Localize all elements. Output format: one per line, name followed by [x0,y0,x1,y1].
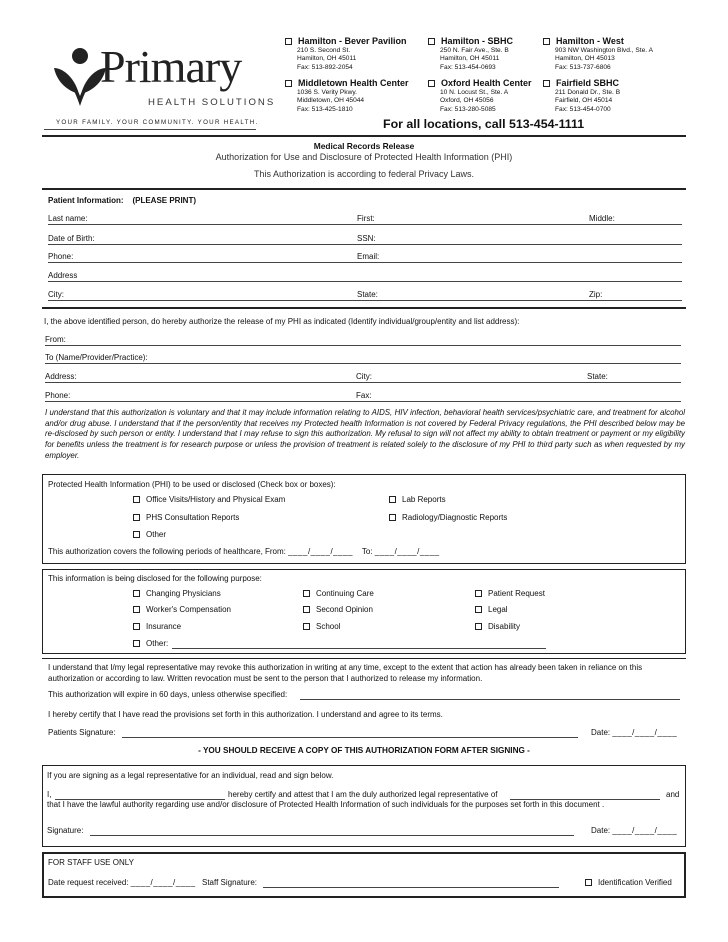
page-subtitle-2: This Authorization is according to federal Privacy Laws. [253,169,475,179]
legal-and: and [666,790,680,799]
legal-intro: If you are signing as a legal representative for an individual, read and sign below. [47,771,334,780]
purpose-disability[interactable]: Disability [475,622,520,632]
release-state-label: State: [587,372,608,381]
phi-option-office-visits[interactable]: Office Visits/History and Physical Exam [133,495,285,505]
legal-represented-field[interactable] [510,790,660,800]
legal-rep-name-field[interactable] [55,790,225,800]
legal-certify-text: hereby certify and attest that I am the duly authorized legal representative of [228,790,498,799]
phi-option-lab-reports[interactable]: Lab Reports [389,495,446,505]
purpose-patient-request[interactable]: Patient Request [475,589,545,599]
page-subtitle: Authorization for Use and Disclosure of Protected Health Information (PHI) [215,152,513,162]
location-fairfield: Fairfield SBHC 211 Donald Dr., Ste. B Fairfield, OH 45014 Fax: 513-454-0700 [543,78,693,114]
period-from-field[interactable]: ____/____/____ [288,547,353,556]
zip-label: Zip: [589,290,603,299]
call-line: For all locations, call 513-454-1111 [383,117,585,131]
release-phone-label: Phone: [45,391,71,400]
release-fax-label: Fax: [356,391,372,400]
purpose-legal[interactable]: Legal [475,605,508,615]
purpose-intro: This information is being disclosed for the following purpose: [48,574,262,583]
checkbox[interactable] [133,531,140,538]
last-name-label: Last name: [48,214,88,223]
period-to-field[interactable]: ____/____/____ [374,547,440,556]
first-name-label: First: [357,214,375,223]
release-city-label: City: [356,372,372,381]
checkbox[interactable] [475,590,482,597]
location-hamilton-west: Hamilton - West 903 NW Washington Blvd., Ste. A Hamilton, OH 45013 Fax: 513-737-6806 [543,36,693,72]
staff-header: FOR STAFF USE ONLY [48,858,134,867]
staff-signature-label: Staff Signature: [202,878,257,887]
location-hamilton-sbhc: Hamilton - SBHC 250 N. Fair Ave., Ste. B Hamilton, OH 45011 Fax: 513-454-0693 [428,36,578,72]
purpose-changing-physicians[interactable]: Changing Physicians [133,589,221,599]
patient-top-rule [42,188,686,190]
logo-underline [44,129,256,130]
logo [52,41,276,116]
purpose-workers-comp[interactable]: Worker's Compensation [133,605,231,615]
location-middletown: Middletown Health Center 1036 S. Verity Pkwy. Middletown, OH 45044 Fax: 513-425-1810 [285,78,435,114]
checkbox[interactable] [475,623,482,630]
address-label: Address [48,271,78,280]
release-address-label: Address: [45,372,77,381]
checkbox[interactable] [133,606,140,613]
state-label: State: [357,290,378,299]
checkbox[interactable] [389,514,396,521]
staff-signature-field[interactable] [263,878,559,888]
release-notice: I understand that this authorization is voluntary and that it may include information relating to AIDS, HIV infection, behavioral health services/psychiatric care, and treatment for alcohol and/or drug abuse. I understand that if the person/entity that receives my Protected health Information is not covered by Federal Privacy regulations, the PHI described below may be re-disclosed by such person or entity. I understand that I may refuse to sign this authorization. My refusal to sign will not affect my ability to obtain treatment or payment or my eligibility for benefits unless the treatment is for research purpose or unless the provision of treatment is related solely to the disclosure of my PHI to third party such as when requested by my employer. [45,408,685,460]
patient-address-field[interactable] [48,270,682,282]
legal-date-field[interactable]: ____/____/____ [612,826,678,835]
to-label: To (Name/Provider/Practice): [45,353,148,362]
checkbox[interactable] [133,496,140,503]
legal-authority-text: that I have the lawful authority regarding use and/or disclosure of Protected Health Information of such individuals for the purposes set forth in this document . [47,800,605,809]
staff-section [42,852,686,898]
staff-date-field[interactable]: ____/____/____ [130,878,196,887]
legal-signature-field[interactable] [90,826,574,836]
checkbox[interactable] [133,640,140,647]
copy-notice: - YOU SHOULD RECEIVE A COPY OF THIS AUTHORIZATION FORM AFTER SIGNING - [198,746,530,755]
checkbox[interactable] [585,879,592,886]
legal-i-label: I, [47,790,52,799]
legal-date-row: Date: ____/____/____ [591,826,678,835]
patient-date-row: Date: ____/____/____ [591,728,678,737]
id-verified-checkbox[interactable]: Identification Verified [585,878,672,888]
phone-label: Phone: [48,252,74,261]
patient-signature-field[interactable] [122,728,578,738]
city-label: City: [48,290,64,299]
checkbox[interactable] [133,590,140,597]
checkbox[interactable] [133,514,140,521]
checkbox[interactable] [303,590,310,597]
purpose-school[interactable]: School [303,622,340,632]
purpose-second-opinion[interactable]: Second Opinion [303,605,373,615]
ssn-label: SSN: [357,234,376,243]
email-label: Email: [357,252,380,261]
location-hamilton-bever: Hamilton - Bever Pavilion 210 S. Second St. Hamilton, OH 45011 Fax: 513-892-2054 [285,36,435,72]
release-intro: I, the above identified person, do hereby authorize the release of my PHI as indicated (Identify individual/group/entity and list address): [44,317,520,326]
checkbox[interactable] [133,623,140,630]
from-label: From: [45,335,66,344]
patient-date-field[interactable]: ____/____/____ [612,728,678,737]
purpose-continuing-care[interactable]: Continuing Care [303,589,374,599]
checkbox[interactable] [389,496,396,503]
patient-bottom-rule [42,307,686,309]
certify-text: I hereby certify that I have read the provisions set forth in this authorization. I understand and agree to its terms. [48,710,443,719]
patient-signature-label: Patients Signature: [48,728,116,737]
page-title: Medical Records Release [313,141,415,151]
patient-info-header: Patient Information: (PLEASE PRINT) [48,196,197,205]
phi-option-radiology[interactable]: Radiology/Diagnostic Reports [389,513,507,523]
expire-field[interactable] [300,690,680,700]
legal-signature-label: Signature: [47,826,84,835]
phi-intro: Protected Health Information (PHI) to be used or disclosed (Check box or boxes): [48,480,336,489]
purpose-insurance[interactable]: Insurance [133,622,181,632]
purpose-other[interactable]: Other: [133,639,168,649]
revoke-text: I understand that I/my legal representative may revoke this authorization in writing at any time, except to the extent that action has already been taken in reliance on this authorization or according to law. Written revocation must be sent to the person that I authorized to release my information. [48,663,643,683]
expire-label: This authorization will expire in 60 days, unless otherwise specified: [48,690,288,699]
staff-date-row: Date request received: ____/____/____ [48,878,196,887]
logo-brand: Primary [100,41,242,92]
phi-period-row: This authorization covers the following periods of healthcare, From: ____/____/____ To: ____/____/____ [48,547,440,556]
logo-tagline: YOUR FAMILY. YOUR COMMUNITY. YOUR HEALTH. [56,119,259,126]
checkbox[interactable] [475,606,482,613]
middle-name-label: Middle: [589,214,615,223]
location-oxford: Oxford Health Center 10 N. Locust St., Ste. A Oxford, OH 45056 Fax: 513-280-5085 [428,78,578,114]
checkbox[interactable] [303,606,310,613]
purpose-other-field[interactable] [172,639,546,649]
dob-label: Date of Birth: [48,234,95,243]
checkbox[interactable] [303,623,310,630]
release-from-field[interactable] [45,334,681,346]
phi-option-consultation[interactable]: PHS Consultation Reports [133,513,239,523]
header-divider [42,135,686,137]
logo-subtitle: HEALTH SOLUTIONS [148,97,276,108]
phi-option-other[interactable]: Other [133,530,166,540]
